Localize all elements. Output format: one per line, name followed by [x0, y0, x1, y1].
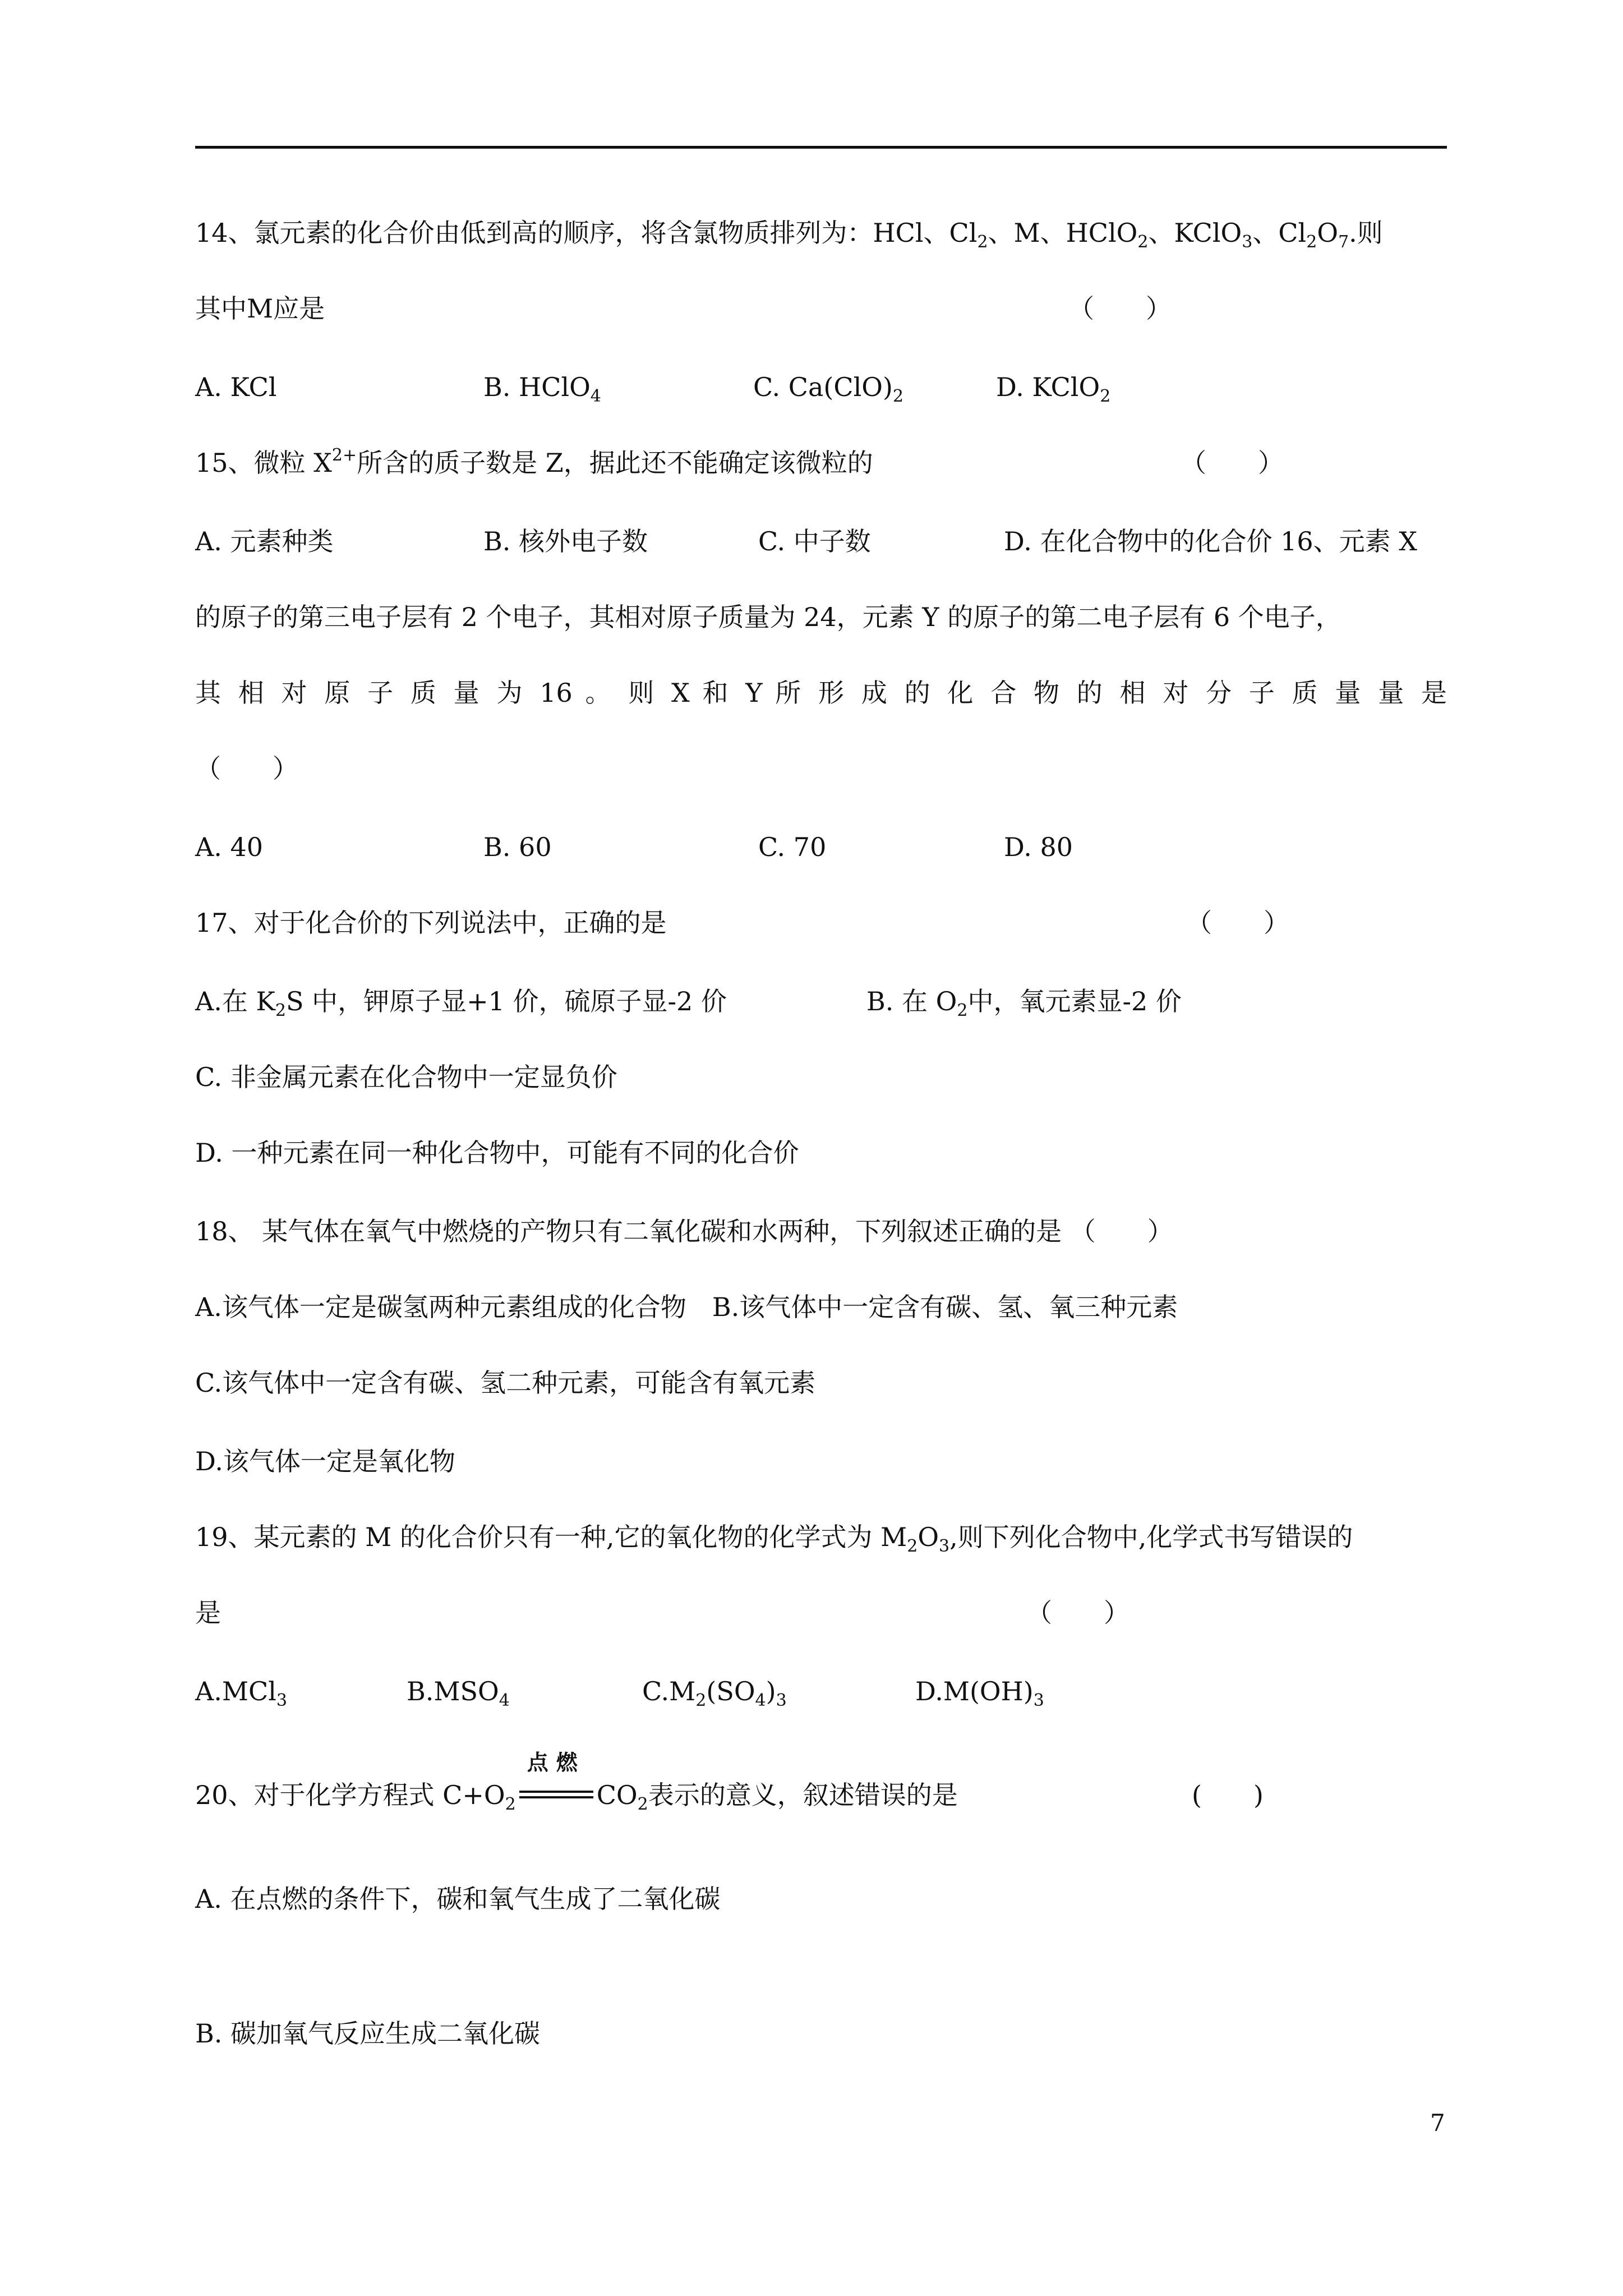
q16-stem-line3: 其 相 对 原 子 质 量 为 16 。 则 X 和 Y 所 形 成 的 化 合 物 的 相 对 分 子 质 量 量 是 [195, 678, 1447, 708]
page-number: 7 [1430, 2109, 1445, 2137]
q14-option-d: D. KClO$_2$ [996, 372, 1111, 406]
q14-stem-line2: 其中M应是 [195, 293, 325, 324]
q17-option-c: C. 非金属元素在化合物中一定显负价 [195, 1062, 617, 1092]
q14-answer-paren: （ ） [1068, 293, 1172, 324]
q16-option-c: C. 70 [758, 832, 827, 862]
q17-option-a: A.在 $K_2S$ 中，钾原子显+1 价，硫原子显-2 价 [195, 986, 727, 1020]
q14-option-c: C. $Ca(ClO)_2$ [753, 372, 904, 406]
q18-option-ab: A.该气体一定是碳氢两种元素组成的化合物 B.该气体中一定含有碳、氢、氧三种元素 [195, 1292, 1178, 1322]
q17-stem: 17、对于化合价的下列说法中，正确的是 [195, 908, 667, 938]
q17-option-d: D. 一种元素在同一种化合物中，可能有不同的化合价 [195, 1138, 799, 1168]
q19-option-a: A.MCl$_3$ [195, 1676, 287, 1710]
q15-option-d: D. 在化合物中的化合价 16、元素 X [1004, 526, 1418, 556]
q19-answer-paren: （ ） [1026, 1598, 1129, 1628]
q15-option-c: C. 中子数 [758, 526, 871, 556]
q14-option-a: A. KCl [195, 372, 277, 402]
q16-answer-paren: （ ） [195, 753, 298, 784]
q19-option-c: $C.M_2(SO_4)_3$ [642, 1676, 787, 1710]
q19-stem-line1: 19、某元素的 M 的化合价只有一种,它的氧化物的化学式为 $M_2O_3$,则下列化合物中,化学式书写错误的 [195, 1522, 1353, 1556]
q18-option-c: C.该气体中一定含有碳、氢二种元素，可能含有氧元素 [195, 1368, 816, 1398]
q18-option-d: D.该气体一定是氧化物 [195, 1446, 455, 1476]
q18-stem: 18、 某气体在氧气中燃烧的产物只有二氧化碳和水两种，下列叙述正确的是 （ ） [195, 1216, 1173, 1246]
q15-option-a: A. 元素种类 [195, 526, 334, 556]
q14-stem-line1: 14、氯元素的化合价由低到高的顺序，将含氯物质排列为：HCl、$Cl_2$、M、HClO$_2$、KClO$_3$、$Cl_2O_7$.则 [195, 218, 1383, 252]
reaction-condition-label: 点燃 [527, 1750, 585, 1775]
q19-option-d: $D.M(OH)_3$ [915, 1676, 1044, 1710]
q19-stem-line2: 是 [195, 1598, 221, 1628]
q15-stem: 15、微粒 $X^{2+}$所含的质子数是 Z，据此还不能确定该微粒的 [195, 445, 873, 478]
q16-option-b: B. 60 [483, 832, 552, 862]
q20-option-b: B. 碳加氧气反应生成二氧化碳 [195, 2018, 541, 2049]
q20-answer-paren: ( ) [1192, 1780, 1264, 1810]
reaction-condition-arrow [517, 1750, 596, 1812]
q17-option-b: B. 在 $O_2$中，氧元素显-2 价 [866, 986, 1182, 1020]
header-rule [195, 146, 1447, 149]
q15-option-b: B. 核外电子数 [483, 526, 648, 556]
q17-answer-paren: （ ） [1186, 908, 1289, 938]
q20-option-a: A. 在点燃的条件下，碳和氧气生成了二氧化碳 [195, 1884, 721, 1914]
q16-stem-line2: 的原子的第三电子层有 2 个电子，其相对原子质量为 24，元素 Y 的原子的第二电子层有 6 个电子， [195, 602, 1341, 632]
q16-option-a: A. 40 [195, 832, 263, 862]
q15-answer-paren: （ ） [1181, 448, 1284, 478]
q20-stem: 20、对于化学方程式 $C+O_2$ 点燃 $CO_2$表示的意义，叙述错误的是 [195, 1778, 958, 1812]
q16-option-d: D. 80 [1004, 832, 1073, 862]
q14-option-b: B. HClO$_4$ [483, 372, 601, 406]
q19-option-b: $B.MSO_4$ [407, 1676, 510, 1710]
